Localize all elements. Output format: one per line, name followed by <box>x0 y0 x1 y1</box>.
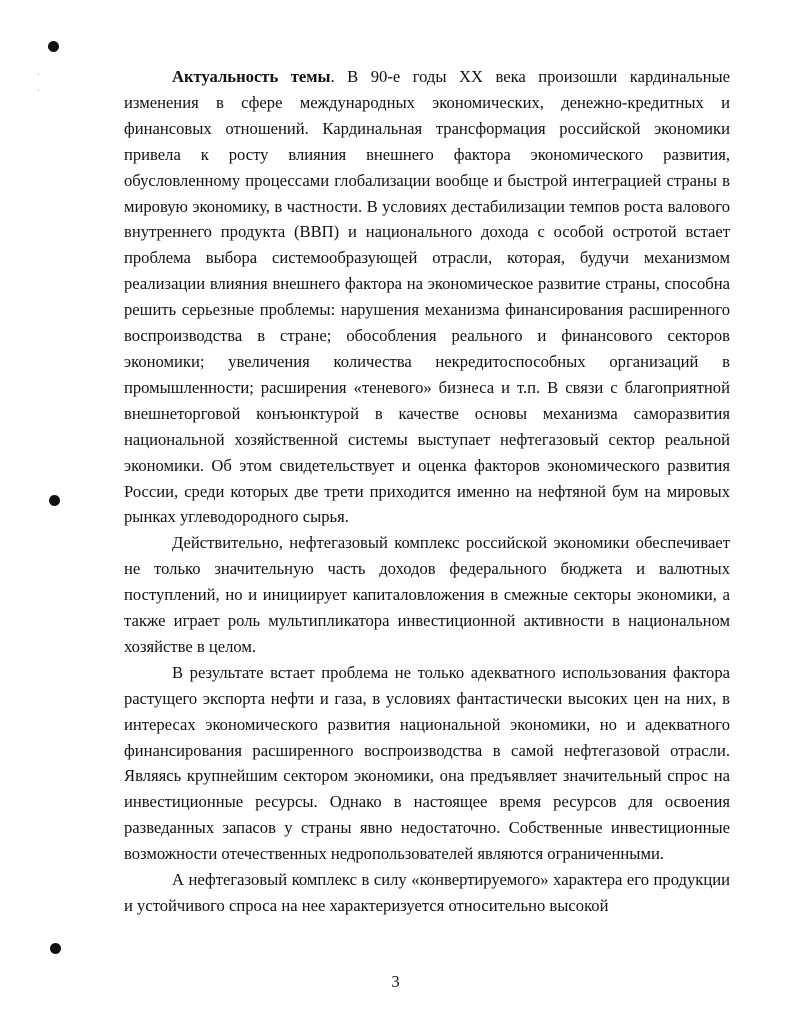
paragraph-text: . В 90-е годы XX века произошли кардинальные изменения в сфере международных экономических, денежно-кредитных и финансовых отношений. Кардинальная трансформация российской экономики привела к росту влияния внешнего фактора экономического развития, обусловленному процессами глобализации вообще и быстрой интеграцией страны в мировую экономику, в частности. В условиях дестабилизации темпов роста валового внутреннего продукта (ВВП) и национального дохода с особой остротой встает проблема выбора системообразующей отрасли, которая, будучи механизмом реализации влияния внешнего фактора на экономическое развитие страны, способна решить серьезные проблемы: нарушения механизма финансирования расширенного воспроизводства в стране; обособления реального и финансового секторов экономики; увеличения количества некредитоспособных организаций в промышленности; расширения «теневого» бизнеса и т.п. В связи с благоприятной внешнеторговой конъюнктурой в качестве основы механизма саморазвития национальной хозяйственной системы выступает нефтегазовый сектор реальной экономики. Об этом свидетельствует и оценка факторов экономического развития России, среди которых две трети приходится именно на нефтяной бум на мировых рынках углеводородного сырья. <box>124 67 731 527</box>
paragraph-problem: В результате встает проблема не только адекватного использования фактора растущего экспорта нефти и газа, в условиях фантастически высоких цен на них, в интересах экономического развития национальной экономики, но и адекватного финансирования расширенного воспроизводства в самой нефтегазовой отрасли. Являясь крупнейшим сектором экономики, она предъявляет значительный спрос на инвестиционные ресурсы. Однако в настоящее время ресурсов для освоения разведанных запасов у страны явно недостаточно. Собственные инвестиционные возможности отечественных недропользователей являются ограниченными. <box>124 662 730 864</box>
paragraph-continuation: А нефтегазовый комплекс в силу «конвертируемого» характера его продукции и устойчивого спроса на нее характеризуется относительно высокой <box>124 870 730 915</box>
binder-hole-mark <box>48 41 59 52</box>
paragraph-oil-gas-complex: Действительно, нефтегазовый комплекс российской экономики обеспечивает не только значительную часть доходов федерального бюджета и валютных поступлений, но и инициирует капиталовложения в смежные секторы экономики, а также играет роль мультипликатора инвестиционной активности в национальном хозяйстве в целом. <box>124 533 730 656</box>
page-number: 3 <box>391 972 400 991</box>
scan-speck <box>38 74 39 75</box>
binder-hole-mark <box>49 495 60 506</box>
section-lead-heading: Актуальность темы <box>172 67 331 86</box>
scan-speck <box>38 90 39 91</box>
body-text <box>124 64 730 919</box>
paragraph-relevance <box>124 64 730 530</box>
binder-hole-mark <box>50 943 61 954</box>
